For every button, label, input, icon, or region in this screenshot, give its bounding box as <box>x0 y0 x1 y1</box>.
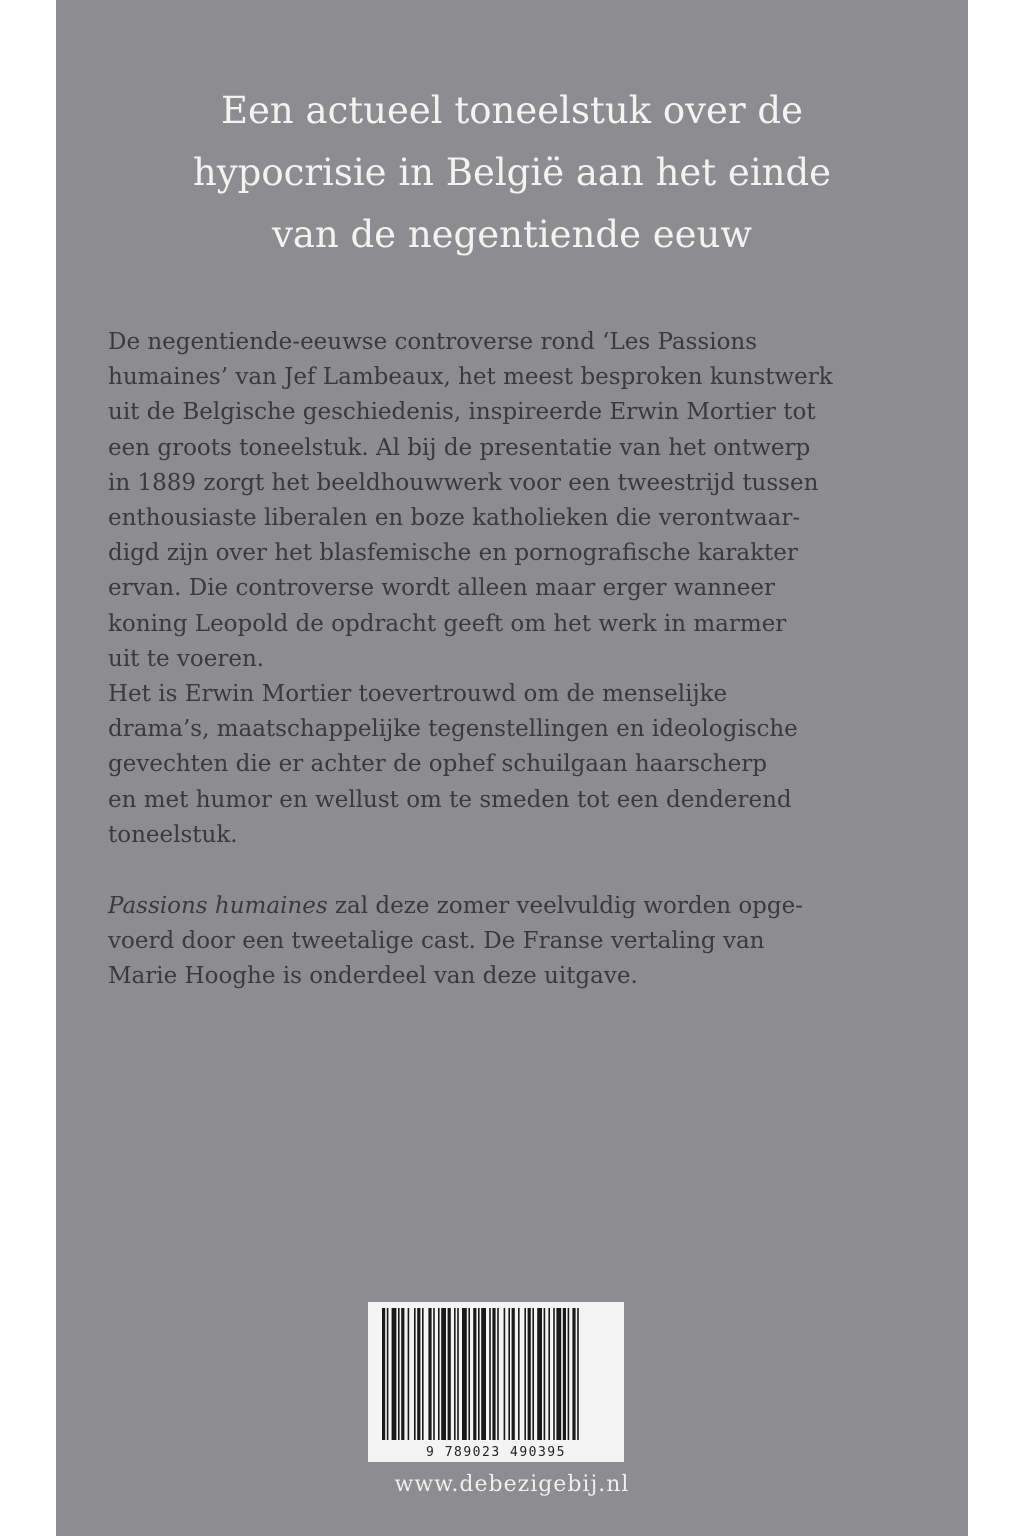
barcode-bar <box>401 1308 404 1440</box>
barcode-bar <box>497 1308 499 1440</box>
blurb-paragraph-1 <box>108 325 868 677</box>
barcode-bar <box>556 1308 561 1440</box>
text-line: digd zijn over het blasfemische en pornografische karakter <box>108 540 798 567</box>
blurb-paragraph-3 <box>108 889 868 995</box>
barcode-graphic <box>368 1302 624 1462</box>
publisher-website: www.debezigebij.nl <box>394 1472 630 1497</box>
barcode-bar <box>473 1308 476 1440</box>
barcode-bar <box>422 1308 424 1440</box>
barcode-bar <box>504 1308 506 1440</box>
headline-line: hypocrisie in België aan het einde <box>192 151 832 194</box>
text-line: ervan. Die controverse wordt alleen maar erger wanneer <box>108 575 776 602</box>
barcode-bar <box>512 1308 515 1440</box>
isbn-barcode <box>368 1302 624 1462</box>
barcode-bar <box>537 1308 542 1440</box>
barcode-bar <box>414 1308 416 1440</box>
text-fragment: zal deze zomer veelvuldig worden opge- <box>327 893 804 920</box>
text-line: Marie Hooghe is onderdeel van deze uitgave. <box>108 963 638 990</box>
barcode-bar <box>548 1308 550 1440</box>
barcode-bar <box>441 1308 446 1440</box>
barcode-bar <box>563 1308 566 1440</box>
text-line: gevechten die er achter de ophef schuilgaan haarscherp <box>108 751 767 778</box>
barcode-bar <box>428 1308 431 1440</box>
text-line: Het is Erwin Mortier toevertrouwd om de menselijke <box>108 681 728 708</box>
barcode-bar <box>448 1308 451 1440</box>
text-line: een groots toneelstuk. Al bij de presentatie van het ontwerp <box>108 434 811 461</box>
barcode-bar <box>508 1308 510 1440</box>
barcode-bar <box>577 1308 579 1440</box>
barcode-bar <box>387 1308 389 1440</box>
headline <box>56 80 968 266</box>
text-line: uit de Belgische geschiedenis, inspireerde Erwin Mortier tot <box>108 399 816 426</box>
barcode-bar <box>478 1308 480 1440</box>
text-line: uit te voeren. <box>108 645 265 672</box>
text-line: koning Leopold de opdracht geeft om het werk in marmer <box>108 610 787 637</box>
book-back-cover <box>56 0 968 1536</box>
barcode-bar <box>454 1308 456 1440</box>
barcode-bar <box>518 1308 520 1440</box>
headline-line: van de negentiende eeuw <box>271 213 753 256</box>
barcode-bar <box>457 1308 459 1440</box>
barcode-bar <box>553 1308 555 1440</box>
text-line: De negentiende-eeuwse controverse rond ‘Les Passions <box>108 329 758 355</box>
text-line: drama’s, maatschappelijke tegenstellingen en ideologische <box>108 716 798 743</box>
barcode-bar <box>462 1308 467 1440</box>
text-line: en met humor en wellust om te smeden tot een denderend <box>108 786 792 813</box>
barcode-bar <box>438 1308 440 1440</box>
play-title: Passions humaines <box>108 893 328 920</box>
headline-line: Een actueel toneelstuk over de <box>221 89 803 132</box>
barcode-bar <box>492 1308 495 1440</box>
barcode-bar <box>382 1308 385 1440</box>
barcode-bar <box>568 1308 570 1440</box>
barcode-bar <box>532 1308 534 1440</box>
barcode-bar <box>408 1308 410 1440</box>
barcode-bar <box>489 1308 491 1440</box>
barcode-bar <box>433 1308 435 1440</box>
barcode-bar <box>572 1308 575 1440</box>
text-line: voerd door een tweetalige cast. De Franse vertaling van <box>108 928 765 955</box>
blurb-paragraph-2 <box>108 677 868 853</box>
barcode-bar <box>524 1308 526 1440</box>
blurb-text <box>108 325 868 995</box>
barcode-bar <box>481 1308 486 1440</box>
barcode-bar <box>398 1308 400 1440</box>
text-line <box>108 889 868 924</box>
barcode-bar <box>392 1308 397 1440</box>
text-line: in 1889 zorgt het beeldhouwwerk voor een tweestrijd tussen <box>108 469 819 496</box>
barcode-bar <box>528 1308 531 1440</box>
barcode-bar <box>544 1308 546 1440</box>
barcode-bar <box>468 1308 470 1440</box>
barcode-digits: 9 789023 490395 <box>426 1445 566 1460</box>
text-line: humaines’ van Jef Lambeaux, het meest besproken kunstwerk <box>108 364 833 391</box>
text-line: enthousiaste liberalen en boze katholieken die verontwaar- <box>108 505 801 532</box>
text-line: toneelstuk. <box>108 821 238 848</box>
barcode-bar <box>417 1308 420 1440</box>
